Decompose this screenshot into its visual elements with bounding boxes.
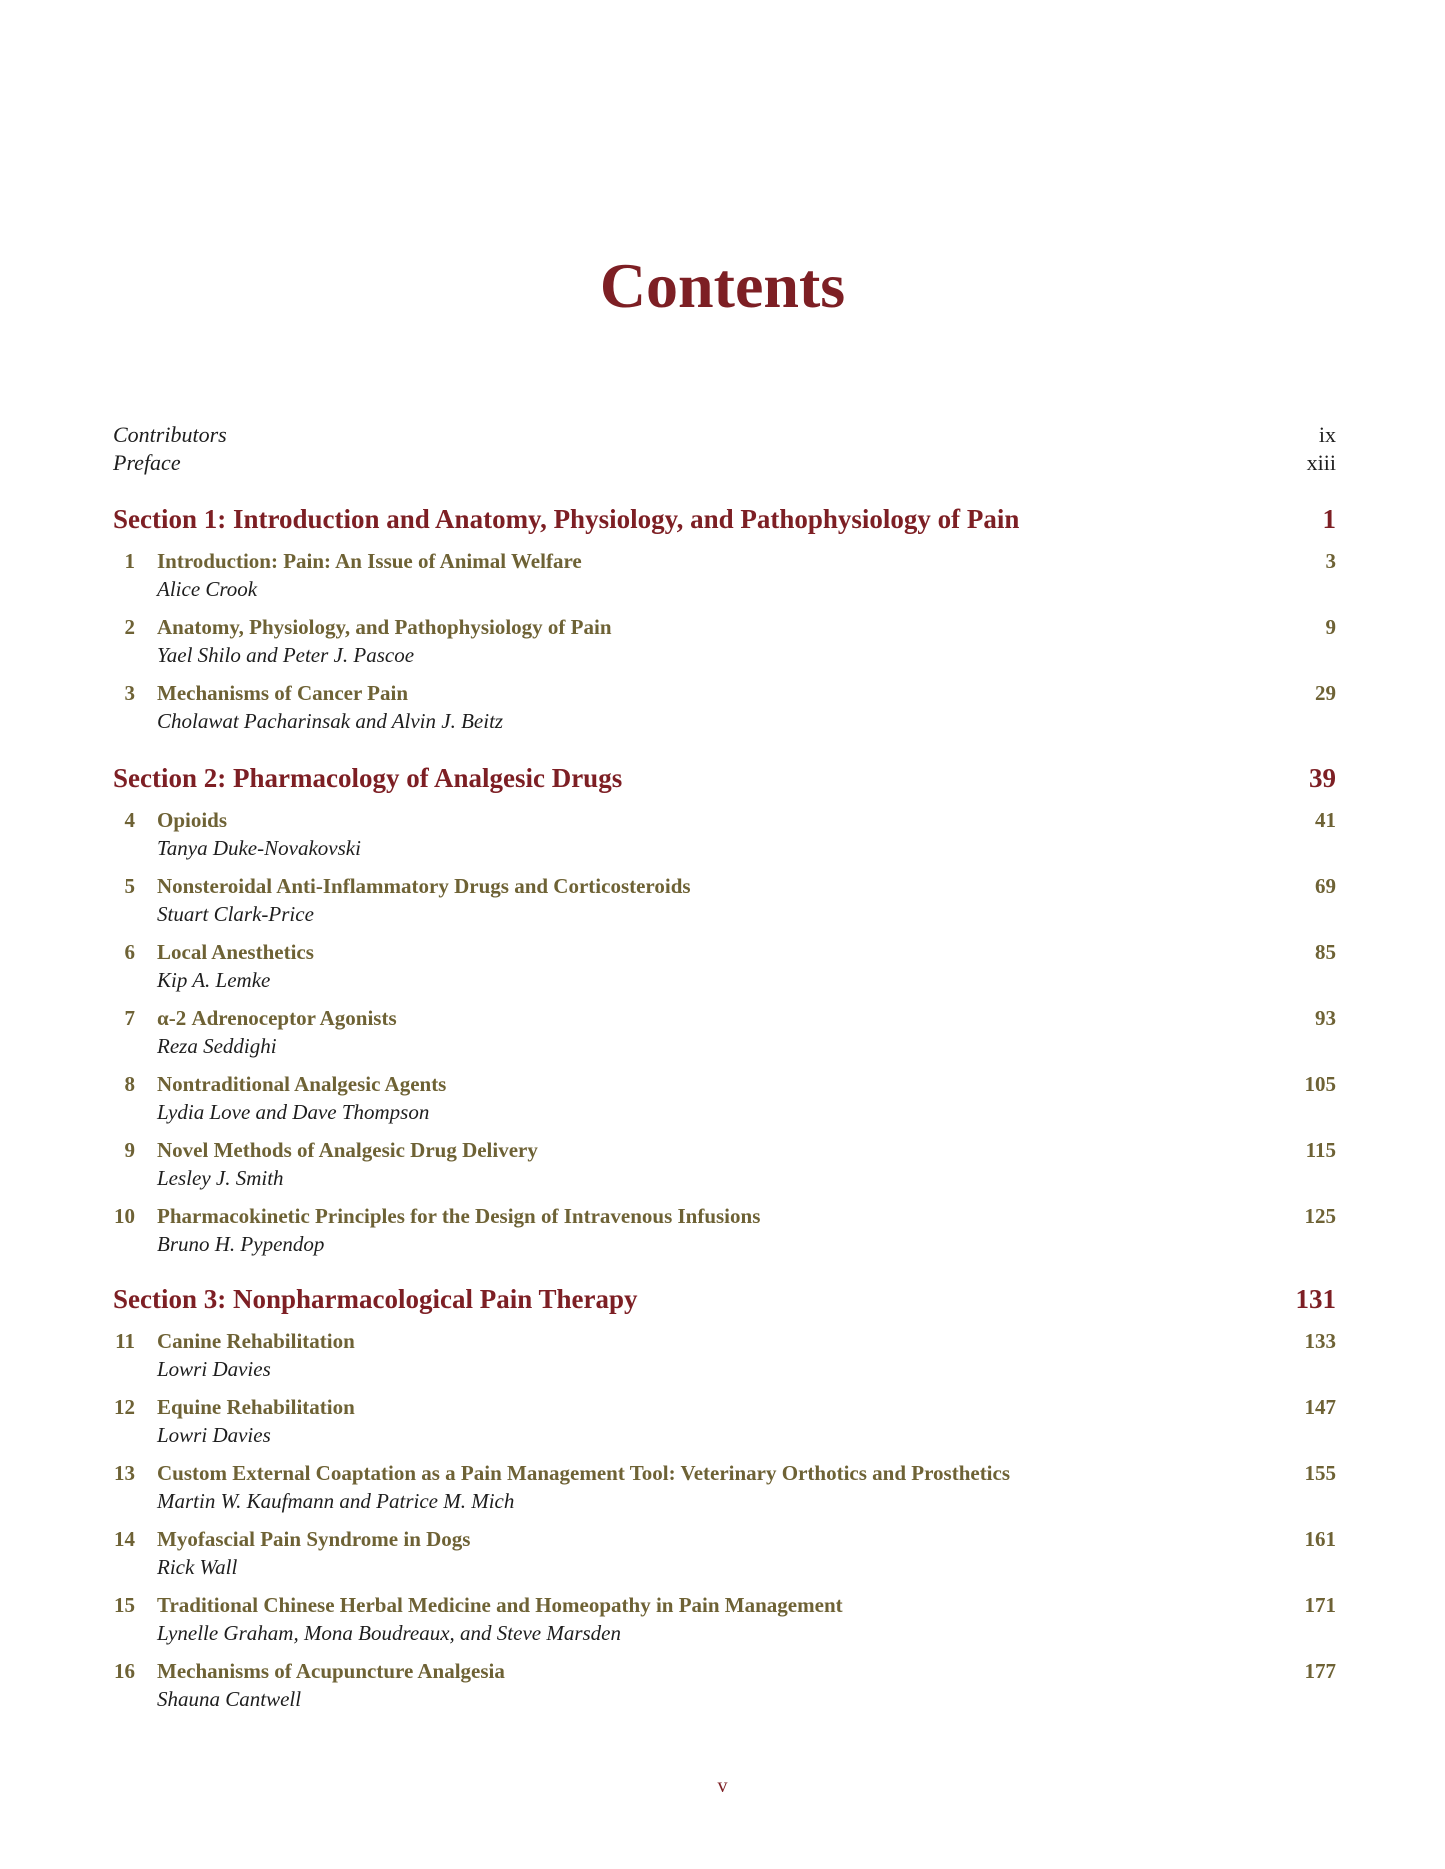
section-heading[interactable] xyxy=(113,760,1336,796)
chapter-number: 15 xyxy=(114,1593,135,1617)
front-matter xyxy=(113,421,1336,477)
chapter-page: 155 xyxy=(1304,1461,1336,1485)
chapter-page: 133 xyxy=(1304,1329,1336,1353)
front-matter-page: ix xyxy=(1318,422,1336,447)
chapter-title: Opioids xyxy=(157,808,228,832)
chapter-entry[interactable] xyxy=(113,679,1336,745)
section-title: Section 1: Introduction and Anatomy, Physiology, and Pathophysiology of Pain xyxy=(113,504,1020,534)
chapter-authors: Lowri Davies xyxy=(157,1423,271,1447)
chapter-page: 3 xyxy=(1325,549,1336,573)
chapter-entry[interactable] xyxy=(113,1525,1336,1591)
chapter-entry[interactable] xyxy=(113,938,1336,1004)
chapter-number: 2 xyxy=(124,615,135,639)
chapter-page: 171 xyxy=(1304,1593,1336,1617)
chapter-entry[interactable] xyxy=(113,1136,1336,1202)
chapter-entry[interactable] xyxy=(113,1657,1336,1723)
front-matter-item-contributors[interactable] xyxy=(113,421,1336,449)
chapter-title: Nontraditional Analgesic Agents xyxy=(157,1072,447,1096)
chapter-authors: Stuart Clark-Price xyxy=(157,902,314,926)
section-1 xyxy=(113,501,1336,537)
chapter-authors: Lesley J. Smith xyxy=(157,1166,284,1190)
chapter-authors: Yael Shilo and Peter J. Pascoe xyxy=(157,643,415,667)
chapter-authors: Alice Crook xyxy=(157,577,258,601)
chapter-number: 8 xyxy=(124,1072,135,1096)
chapter-number: 16 xyxy=(114,1659,135,1683)
chapter-authors: Bruno H. Pypendop xyxy=(157,1232,325,1256)
chapter-title: Traditional Chinese Herbal Medicine and Homeopathy in Pain Management xyxy=(157,1593,843,1617)
chapter-page: 9 xyxy=(1325,615,1336,639)
chapter-authors: Martin W. Kaufmann and Patrice M. Mich xyxy=(157,1489,515,1513)
chapter-number: 12 xyxy=(114,1395,135,1419)
chapter-page: 115 xyxy=(1305,1138,1336,1162)
chapter-authors: Rick Wall xyxy=(157,1555,238,1579)
chapter-page: 177 xyxy=(1304,1659,1336,1683)
chapter-title: Custom External Coaptation as a Pain Management Tool: Veterinary Orthotics and Prosthetics xyxy=(157,1461,1011,1485)
chapter-number: 6 xyxy=(124,940,135,964)
chapter-title: Mechanisms of Cancer Pain xyxy=(157,681,409,705)
section-page: 1 xyxy=(1322,504,1336,534)
chapter-authors: Reza Seddighi xyxy=(157,1034,277,1058)
chapter-page: 147 xyxy=(1304,1395,1336,1419)
chapter-number: 11 xyxy=(115,1329,135,1353)
chapter-entry[interactable] xyxy=(113,1004,1336,1070)
chapter-authors: Tanya Duke-Novakovski xyxy=(157,836,361,860)
front-matter-label: Contributors xyxy=(113,422,227,447)
section-heading[interactable] xyxy=(113,501,1336,537)
chapter-entry[interactable] xyxy=(113,1393,1336,1459)
chapter-title: Myofascial Pain Syndrome in Dogs xyxy=(157,1527,471,1551)
chapter-entry[interactable] xyxy=(113,1070,1336,1136)
chapter-page: 29 xyxy=(1315,681,1336,705)
chapter-page: 125 xyxy=(1304,1204,1336,1228)
section-title: Section 2: Pharmacology of Analgesic Drugs xyxy=(113,763,623,793)
section-3 xyxy=(113,1281,1336,1317)
front-matter-item-preface[interactable] xyxy=(113,449,1336,477)
chapter-authors: Lowri Davies xyxy=(157,1357,271,1381)
chapter-title: Local Anesthetics xyxy=(157,940,314,964)
chapter-number: 5 xyxy=(124,874,135,898)
chapter-entry[interactable] xyxy=(113,547,1336,613)
chapter-page: 93 xyxy=(1315,1006,1336,1030)
chapter-title: Equine Rehabilitation xyxy=(157,1395,355,1419)
chapter-page: 85 xyxy=(1315,940,1336,964)
chapter-number: 1 xyxy=(124,549,135,573)
chapter-title: α-2 Adrenoceptor Agonists xyxy=(157,1006,397,1030)
chapter-authors: Cholawat Pacharinsak and Alvin J. Beitz xyxy=(157,709,504,733)
chapter-entry[interactable] xyxy=(113,1202,1336,1268)
chapter-list-section-3 xyxy=(113,1327,1336,1723)
chapter-number: 3 xyxy=(124,681,135,705)
chapter-authors: Lynelle Graham, Mona Boudreaux, and Steve Marsden xyxy=(157,1621,621,1645)
section-page: 131 xyxy=(1295,1284,1336,1314)
chapter-title: Mechanisms of Acupuncture Analgesia xyxy=(157,1659,505,1683)
chapter-authors: Lydia Love and Dave Thompson xyxy=(157,1100,430,1124)
page-number: v xyxy=(717,1775,728,1797)
section-heading[interactable] xyxy=(113,1281,1336,1317)
chapter-list-section-2 xyxy=(113,806,1336,1268)
section-2 xyxy=(113,760,1336,796)
chapter-title: Novel Methods of Analgesic Drug Delivery xyxy=(157,1138,538,1162)
chapter-number: 13 xyxy=(114,1461,135,1485)
chapter-entry[interactable] xyxy=(113,872,1336,938)
chapter-title: Nonsteroidal Anti-Inflammatory Drugs and Corticosteroids xyxy=(157,874,691,898)
chapter-list-section-1 xyxy=(113,547,1336,745)
chapter-entry[interactable] xyxy=(113,806,1336,872)
chapter-entry[interactable] xyxy=(113,1327,1336,1393)
chapter-number: 9 xyxy=(124,1138,135,1162)
chapter-number: 7 xyxy=(124,1006,135,1030)
chapter-number: 4 xyxy=(124,808,135,832)
chapter-number: 14 xyxy=(114,1527,135,1551)
chapter-entry[interactable] xyxy=(113,1459,1336,1525)
chapter-title: Anatomy, Physiology, and Pathophysiology of Pain xyxy=(157,615,612,639)
chapter-authors: Kip A. Lemke xyxy=(157,968,271,992)
front-matter-label: Preface xyxy=(113,450,181,475)
chapter-entry[interactable] xyxy=(113,1591,1336,1657)
chapter-entry[interactable] xyxy=(113,613,1336,679)
chapter-authors: Shauna Cantwell xyxy=(157,1687,302,1711)
page-title: Contents xyxy=(599,250,846,321)
section-title: Section 3: Nonpharmacological Pain Therapy xyxy=(113,1284,638,1314)
chapter-page: 105 xyxy=(1304,1072,1336,1096)
front-matter-page: xiii xyxy=(1306,450,1336,475)
chapter-title: Pharmacokinetic Principles for the Design of Intravenous Infusions xyxy=(157,1204,761,1228)
chapter-number: 10 xyxy=(114,1204,135,1228)
chapter-page: 161 xyxy=(1304,1527,1336,1551)
section-page: 39 xyxy=(1309,763,1336,793)
chapter-page: 41 xyxy=(1315,808,1336,832)
chapter-page: 69 xyxy=(1315,874,1336,898)
chapter-title: Canine Rehabilitation xyxy=(157,1329,355,1353)
chapter-title: Introduction: Pain: An Issue of Animal Welfare xyxy=(157,549,582,573)
